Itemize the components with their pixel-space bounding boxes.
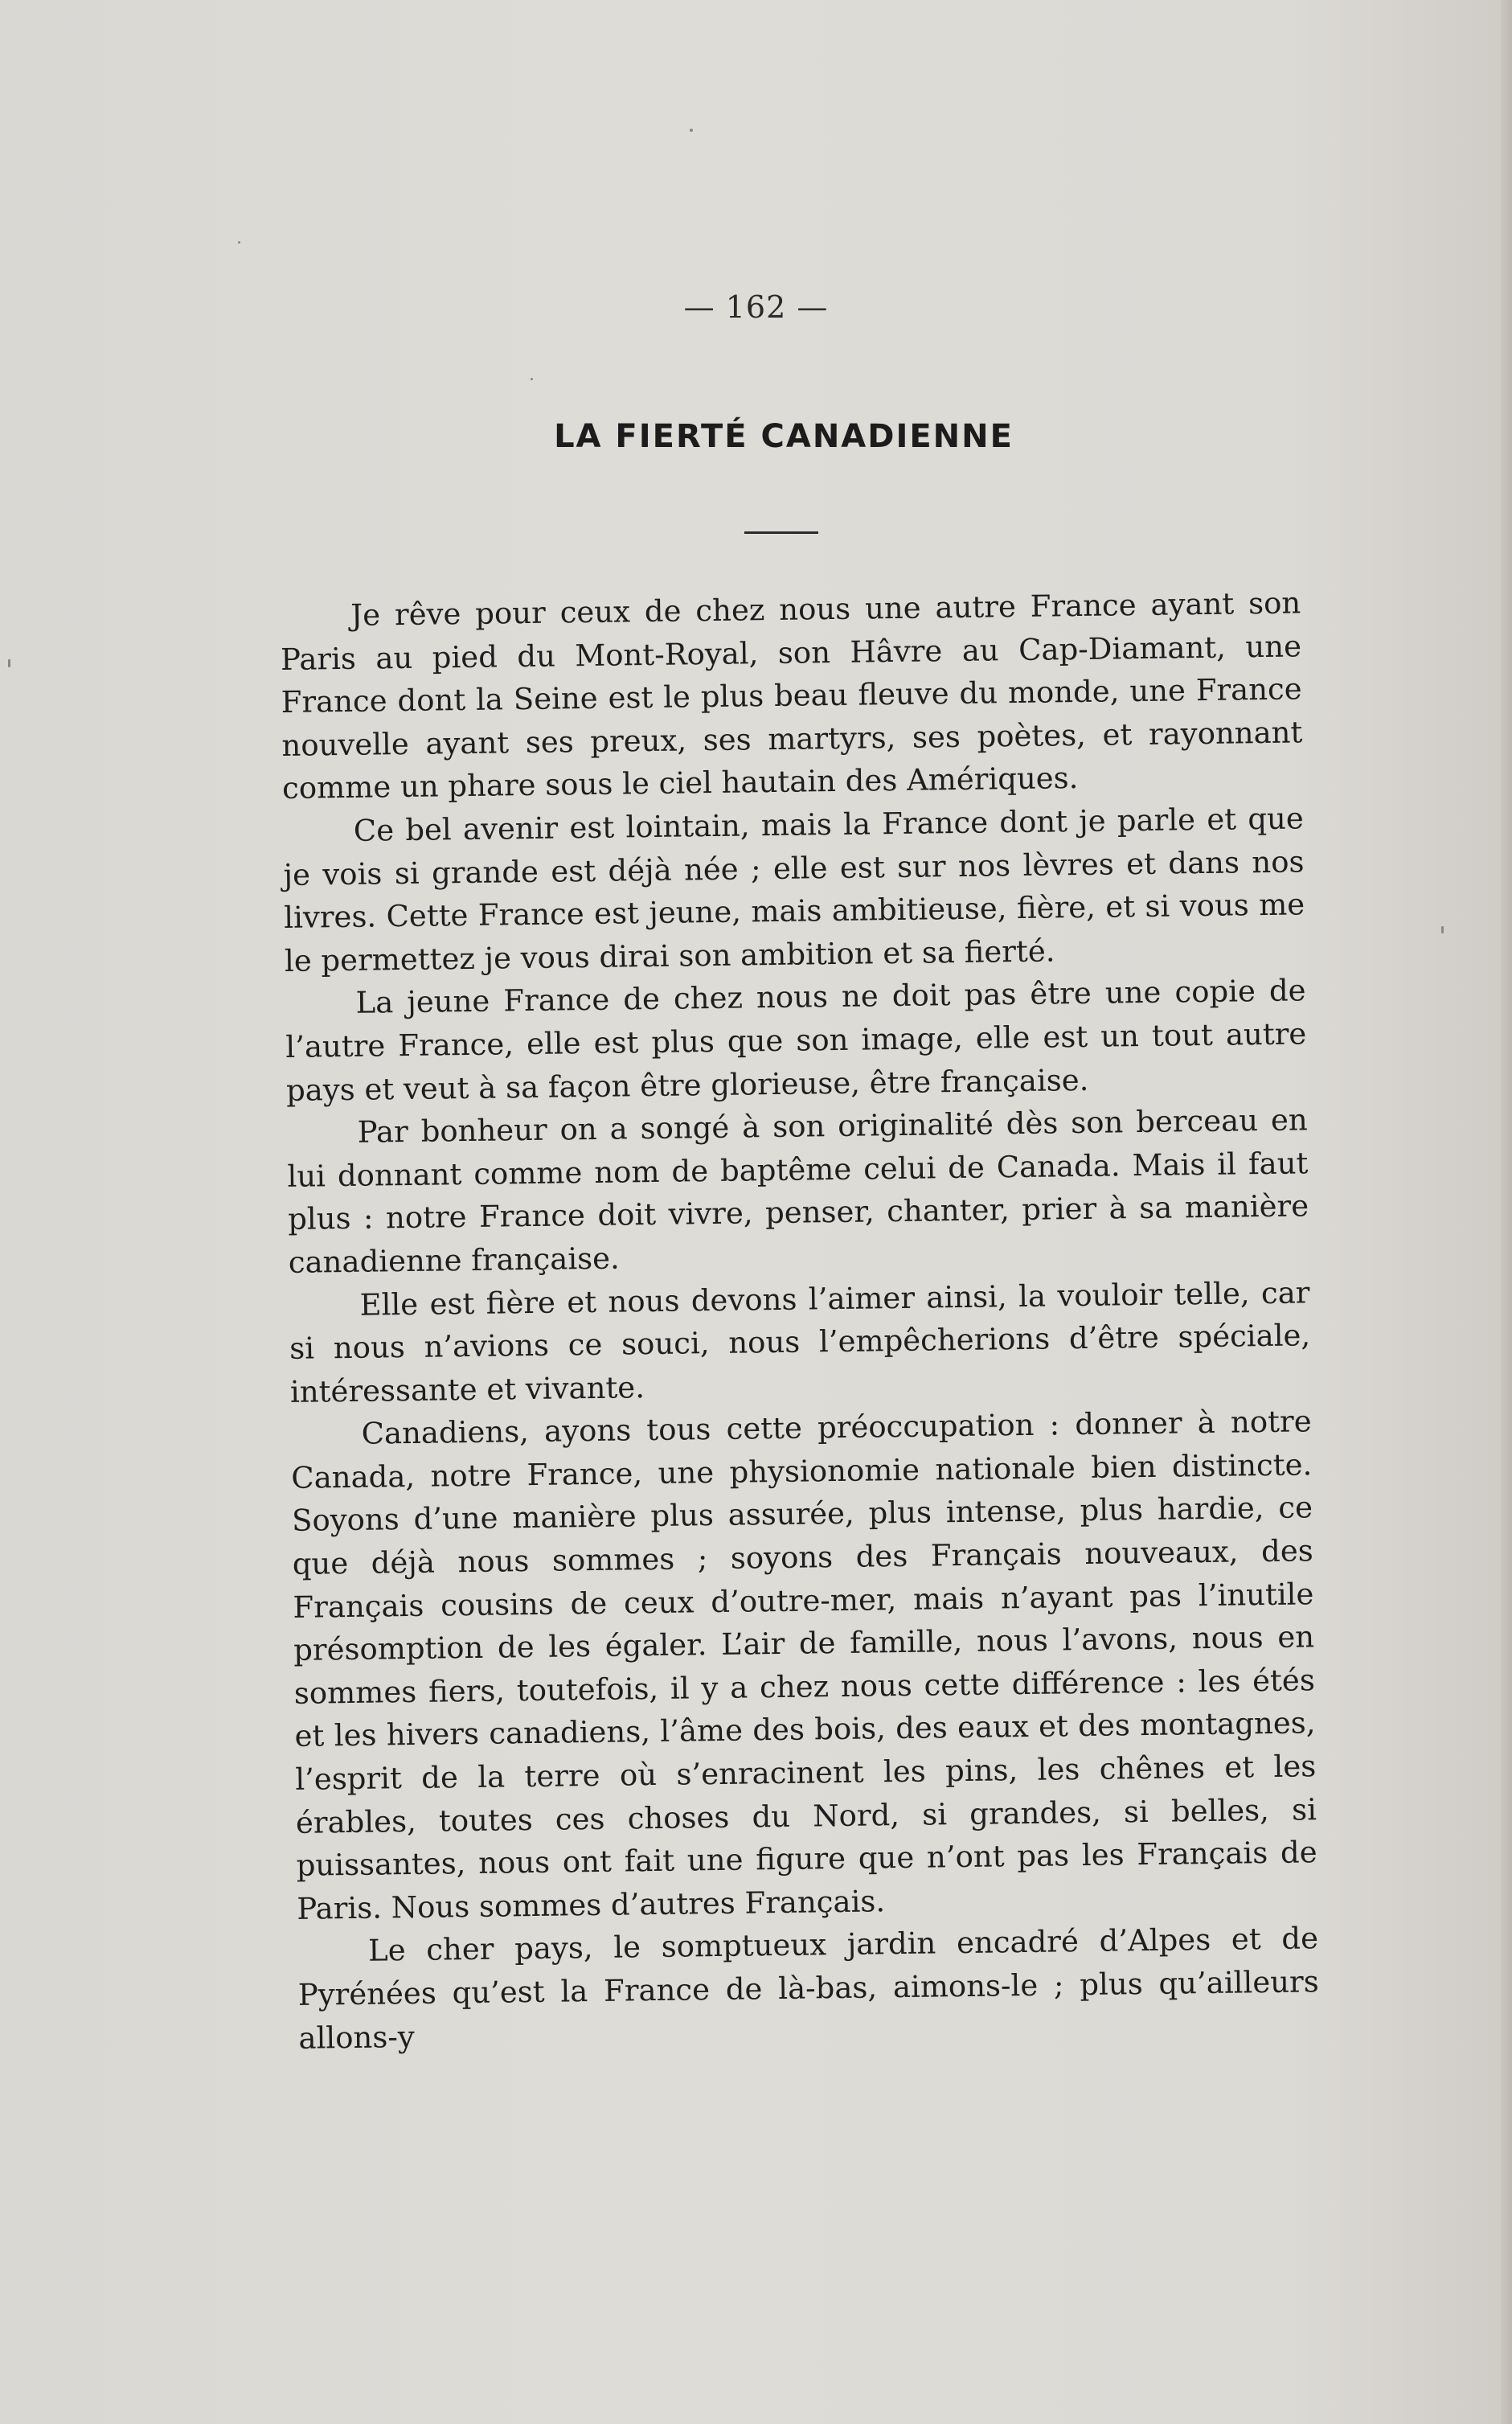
- paper-speck: [531, 378, 533, 380]
- paragraph-3: La jeune France de chez nous ne doit pas être une copie de l’autre France, elle est plus que son image, elle est un tout autre pays et veut à sa façon être glorieuse, être française.: [285, 973, 1307, 1108]
- body-text: [280, 581, 1320, 2060]
- page-edge: [1501, 0, 1512, 2424]
- paragraph-4: Par bonheur on a songé à son originalité dès son berceau en lui donnant comme nom de baptême celui de Canada. Mais il faut plus : notre France doit vivre, penser, chanter, prier à sa manière canadienne française.: [287, 1102, 1309, 1280]
- paragraph-5: Elle est fière et nous devons l’aimer ainsi, la vouloir telle, car si nous n’avions ce souci, nous l’empêcherions d’être spéciale, intéressante et vivante.: [289, 1274, 1311, 1409]
- paper-speck: [690, 129, 693, 132]
- paragraph-6: Canadiens, ayons tous cette préoccupation : donner à notre Canada, notre France, une physionomie nationale bien distincte. Soyons d’une manière plus assurée, plus intense, plus hardie, ce que déjà nous sommes ; soyons des Français nouveaux, des Français cousins de ceux d’outre-mer, mais n’ayant pas l’inutile présomption de les égaler. L’air de famille, nous l’avons, nous en sommes fiers, toutefois, il y a chez nous cette différence : les étés et les hivers canadiens, l’âme des bois, des eaux et des montagnes, l’esprit de la terre où s’enracinent les pins, les chênes et les érables, toutes ces choses du Nord, si grandes, si belles, si puissantes, nous ont fait une figure que n’ont pas les Français de Paris. Nous sommes d’autres Français.: [291, 1404, 1317, 1926]
- title-rule-divider: [744, 531, 818, 534]
- paper-speck: [8, 659, 10, 667]
- paper-speck: [238, 241, 240, 244]
- paper-speck: [1441, 926, 1444, 933]
- page-number: — 162 —: [683, 289, 829, 325]
- paragraph-1: Je rêve pour ceux de chez nous une autre France ayant son Paris au pied du Mont-Royal, son Hâvre au Cap-Diamant, une France dont la Seine est le plus beau fleuve du monde, une France nouvelle ayant ses preux, ses martyrs, ses poètes, et rayonnant comme un phare sous le ciel hautain des Amériques.: [280, 585, 1303, 806]
- paragraph-2: Ce bel avenir est lointain, mais la France dont je parle et que je vois si grande est déjà née ; elle est sur nos lèvres et dans nos livres. Cette France est jeune, mais ambitieuse, fière, et si vous me le permettez je vous dirai son ambition et sa fierté.: [283, 801, 1305, 978]
- paragraph-7: Le cher pays, le somptueux jardin encadré d’Alpes et de Pyrénées qu’est la France de là-bas, aimons-le ; plus qu’ailleurs allons-y: [297, 1921, 1319, 2056]
- chapter-title: LA FIERTÉ CANADIENNE: [554, 418, 1014, 455]
